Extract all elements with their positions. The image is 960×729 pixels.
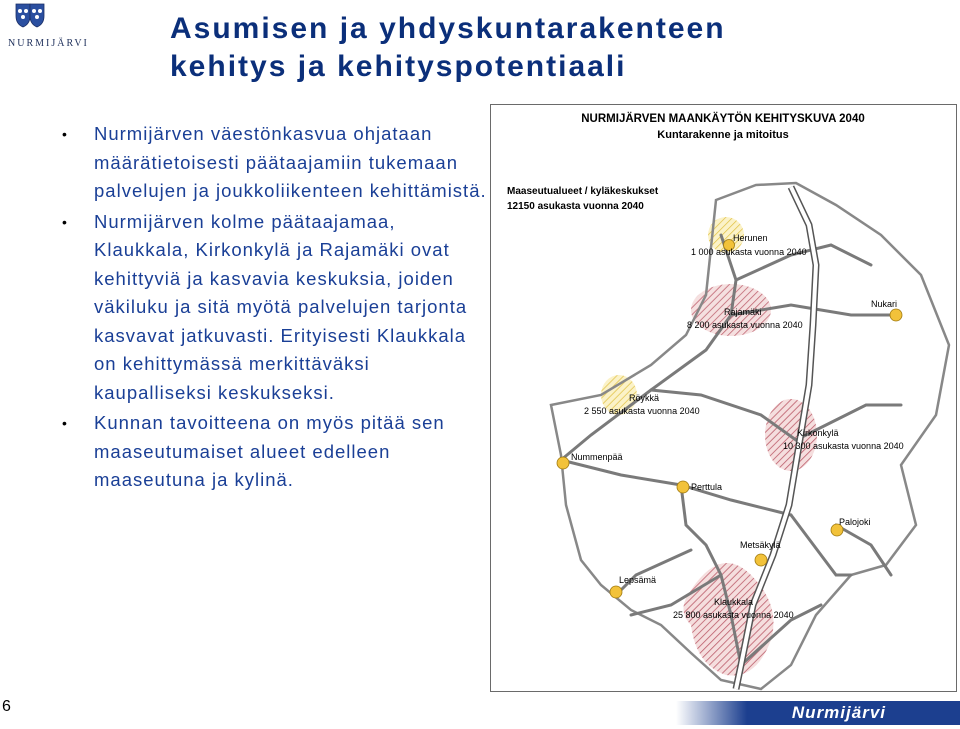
nurmijarvi-logo [8, 2, 128, 52]
bullet-item [62, 208, 492, 408]
kirkonkyla-label: Kirkonkylä [797, 428, 839, 438]
bullet-list [62, 120, 492, 497]
bullet-item [62, 120, 492, 206]
title-line-2: kehitys ja kehityspotentiaali [170, 50, 627, 83]
nummenpaa-label: Nummenpää [571, 452, 623, 462]
bullet-text: Nurmijärven väestönkasvua ohjataan määrätietoisesti päätaajamiin tukemaan palvelujen ja joukkoliikenteen kehittämistä. [94, 123, 487, 201]
bullet-icon: • [62, 213, 68, 230]
footer-brand: Nurmijärvi [791, 703, 886, 722]
logo-text: NURMIJÄRVI [8, 38, 89, 49]
palojoki-label: Palojoki [839, 517, 871, 527]
page-number: 6 [2, 698, 11, 715]
map-legend-line1: Maaseutualueet / kyläkeskukset [507, 186, 659, 197]
bullet-text: Nurmijärven kolme päätaajamaa, Klaukkala, Kirkonkylä ja Rajamäki ovat kehittyviä ja kasvavia keskuksia, joiden väkiluku ja sitä myötä palvelujen tarjonta kasvavat jatkuvasti. Erityisesti Klaukkala on kehittymässä merkittäväksi kaupalliseksi keskukseksi. [94, 210, 468, 403]
nummenpaa-dot [557, 457, 569, 469]
perttula-dot [677, 481, 689, 493]
metsakyla-dot [755, 554, 767, 566]
klaukkala-pop: 25 800 asukasta vuonna 2040 [673, 610, 794, 620]
nukari-label: Nukari [871, 299, 898, 309]
rajamaki-label: Rajamäki [724, 307, 762, 317]
map-graphic [491, 105, 956, 691]
klaukkala-label: Klaukkala [714, 597, 754, 607]
coat-of-arms-icon [8, 2, 128, 38]
bullet-icon: • [62, 126, 68, 142]
rajamaki-pop: 8 200 asukasta vuonna 2040 [687, 320, 803, 330]
bullet-text: Kunnan tavoitteena on myös pitää sen maaseutumaiset alueet edelleen maaseutuna ja kylinä. [94, 412, 445, 490]
lepsama-dot [610, 586, 622, 598]
herunen-pop: 1 000 asukasta vuonna 2040 [691, 247, 807, 257]
map-title: NURMIJÄRVEN MAANKÄYTÖN KEHITYSKUVA 2040 [581, 113, 865, 125]
perttula-label: Perttula [691, 482, 723, 492]
roykka-label: Röykkä [629, 393, 660, 403]
roykka-pop: 2 550 asukasta vuonna 2040 [584, 406, 700, 416]
title-line-1: Asumisen ja yhdyskuntarakenteen [170, 12, 726, 45]
bullet-icon: • [62, 415, 68, 431]
bullet-item [62, 409, 492, 495]
lepsama-label: Lepsämä [619, 575, 657, 585]
map-subtitle: Kuntarakenne ja mitoitus [657, 129, 789, 141]
page-title [170, 10, 726, 86]
herunen-label: Herunen [733, 233, 768, 243]
map-legend-line2: 12150 asukasta vuonna 2040 [507, 201, 644, 212]
land-use-map [490, 104, 957, 692]
kirkonkyla-pop: 10 300 asukasta vuonna 2040 [783, 441, 904, 451]
nukari-dot [890, 309, 902, 321]
metsakyla-label: Metsäkylä [740, 540, 781, 550]
